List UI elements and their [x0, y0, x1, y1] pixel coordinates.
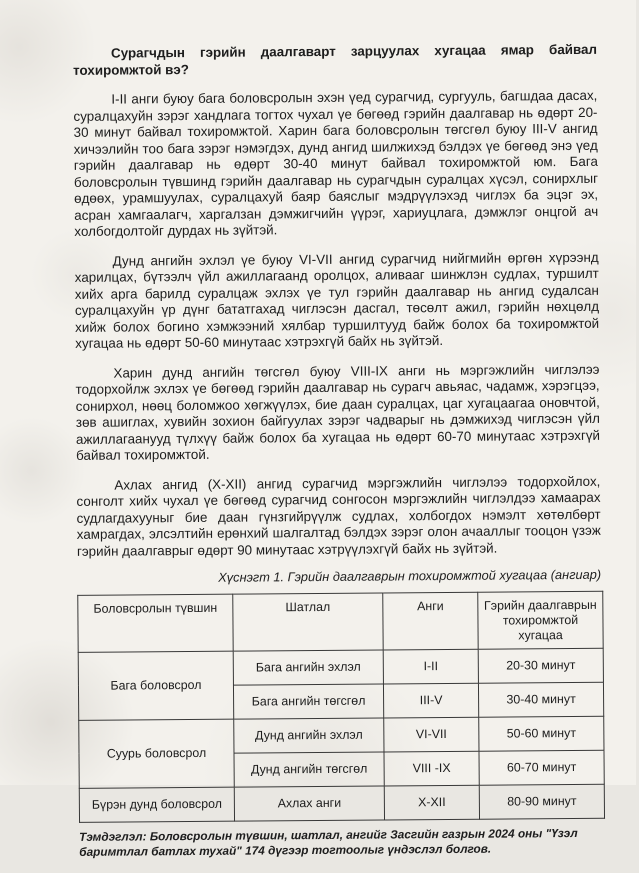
header-duration: Гэрийн даалгаврын тохиромжтой хугацаа: [478, 591, 603, 649]
cell-grade: III-V: [383, 683, 478, 718]
cell-grade: X-XII: [384, 785, 479, 820]
cell-grade: VIII -IX: [384, 751, 479, 786]
cell-stage: Бага ангийн төгсгөл: [233, 683, 383, 718]
table-header-row: [78, 591, 603, 652]
document-title: Сурагчдын гэрийн даалгаварт зарцуулах хугацаа ямар байвал тохиромжтой вэ?: [73, 41, 598, 78]
cell-duration: 50-60 минут: [479, 716, 604, 751]
paragraph-primary-grades: I-II анги буюу бага боловсролын эхэн үед сурагчид, сургууль, багшдаа дасах, суралцахуйн зэрэг хандлага тогтох чухал үе бөгөөд гэрийн даалгавар нь өдөрт 20-30 минут байвал тохиромжтой. Харин бага боловсролын төгсгөл буюу III-V ангид хичээлийн тоо бага зэрэг нэмэгдэх, дунд ангид шилжихэд бэлдэх үе бөгөөд энэ үед гэрийн даалгавар нь өдөрт 30-40 минут байвал тохиромжтой юм. Бага боловсролын түвшинд гэрийн даалгавар нь сурагчдын суралцах хүсэл, сонирхлыг өдөөх, урамшуулах, суралцахуй баяр баяслыг мэдрүүлэхэд чиглэх ба эцэг эх, асран хамгаалагч, харгалзан дэмжигчийн үүрэг, хариуцлага, дэмжлэг онцгой ач холбогдолтойг дурдах нь зүйтэй.: [73, 87, 599, 239]
paragraph-senior-grades: Ахлах ангид (X-XII) ангид сурагчид мэргэжлийн чиглэлээ тодорхойлох, сонголт хийх чухал үе бөгөөд сурагчид сонгосон мэргэжлийн чиглэлдээ хамаарах судлагдахууныг бие даан гүнзгийрүүлж судлах, холбогдох нэмэлт хөтөлбөрт хамрагдах, элсэлтийн ерөнхий шалгалтад бэлдэх зэрэг олон ачааллыг тооцон үзэж гэрийн даалгаврыг өдөрт 90 минутаас хэтрүүлэхгүй байх нь зүйтэй.: [76, 473, 601, 559]
cell-stage: Бага ангийн эхлэл: [233, 649, 383, 684]
cell-stage: Дунд ангийн төгсгөл: [234, 751, 384, 786]
paragraph-middle-grades-end: Харин дунд ангийн төгсгөл буюу VIII-IX анги нь мэргэжлийн чиглэлээ тодорхойлж эхлэх үе бөгөөд гэрийн даалгавар нь сурагч авьяас, чадамж, хэрэгцээ, сонирхол, нөөц боломжоо хөгжүүлэх, бие даан суралцах, цаг хугацаагаа оновчтой, зөв ашиглах, хувийн зохион байгуулах зэрэг чадварыг нь дэмжихэд чиглэсэн үйл ажиллагаанууд түлхүү байж болох ба хугацаа нь өдөрт 60-70 минутаас хэтрэхгүй байвал тохиромжтой.: [75, 361, 601, 463]
table-caption: Хүснэгт 1. Гэрийн даалгаврын тохиромжтой хугацаа (ангиар): [218, 566, 602, 585]
header-grade: Анги: [383, 592, 478, 650]
homework-duration-table: [77, 590, 605, 822]
cell-level: Бүрэн дунд боловсрол: [79, 787, 234, 822]
table-row: [79, 716, 604, 754]
cell-duration: 60-70 минут: [479, 750, 604, 785]
cell-duration: 20-30 минут: [478, 648, 603, 683]
cell-stage: Ахлах анги: [234, 785, 384, 820]
table-footnote: Тэмдэглэл: Боловсролын түвшин, шатлал, ангийг Засгийн газрын 2024 оны "Үзэл баримтлал батлах тухай" 174 дүгээр тогтоолыг үндэслэл болгов.: [79, 825, 578, 859]
cell-duration: 30-40 минут: [478, 682, 603, 717]
cell-level: Суурь боловсрол: [79, 719, 235, 788]
cell-stage: Дунд ангийн эхлэл: [234, 717, 384, 752]
table-row: [79, 784, 604, 822]
cell-grade: VI-VII: [384, 717, 479, 752]
table-row: [78, 648, 603, 686]
paragraph-middle-grades-start: Дунд ангийн эхлэл үе буюу VI-VII ангид сурагчид нийгмийн өргөн хүрээнд харилцах, бүтээлч үйл ажиллагаанд оролцох, аливааг шинжлэн судлах, туршилт хийх арга барилд суралцаж эхлэх үе тул гэрийн даалгавар нь ангид судалсан суралцахуйн үр дүнг бататгахад чиглэсэн дасгал, төсөлт ажил, гэрийн нөхцөлд хийж болох богино хэмжээний хялбар туршилтууд байж болох ба тохиромжтой хугацаа нь өдөрт 50-60 минутаас хэтрэхгүй байх нь зүйтэй.: [74, 249, 600, 351]
cell-grade: I-II: [383, 649, 478, 684]
cell-level: Бага боловсрол: [78, 651, 234, 720]
header-stage: Шатлал: [233, 592, 383, 650]
header-education-level: Боловсролын түвшин: [78, 594, 233, 652]
cell-duration: 80-90 минут: [479, 784, 604, 819]
